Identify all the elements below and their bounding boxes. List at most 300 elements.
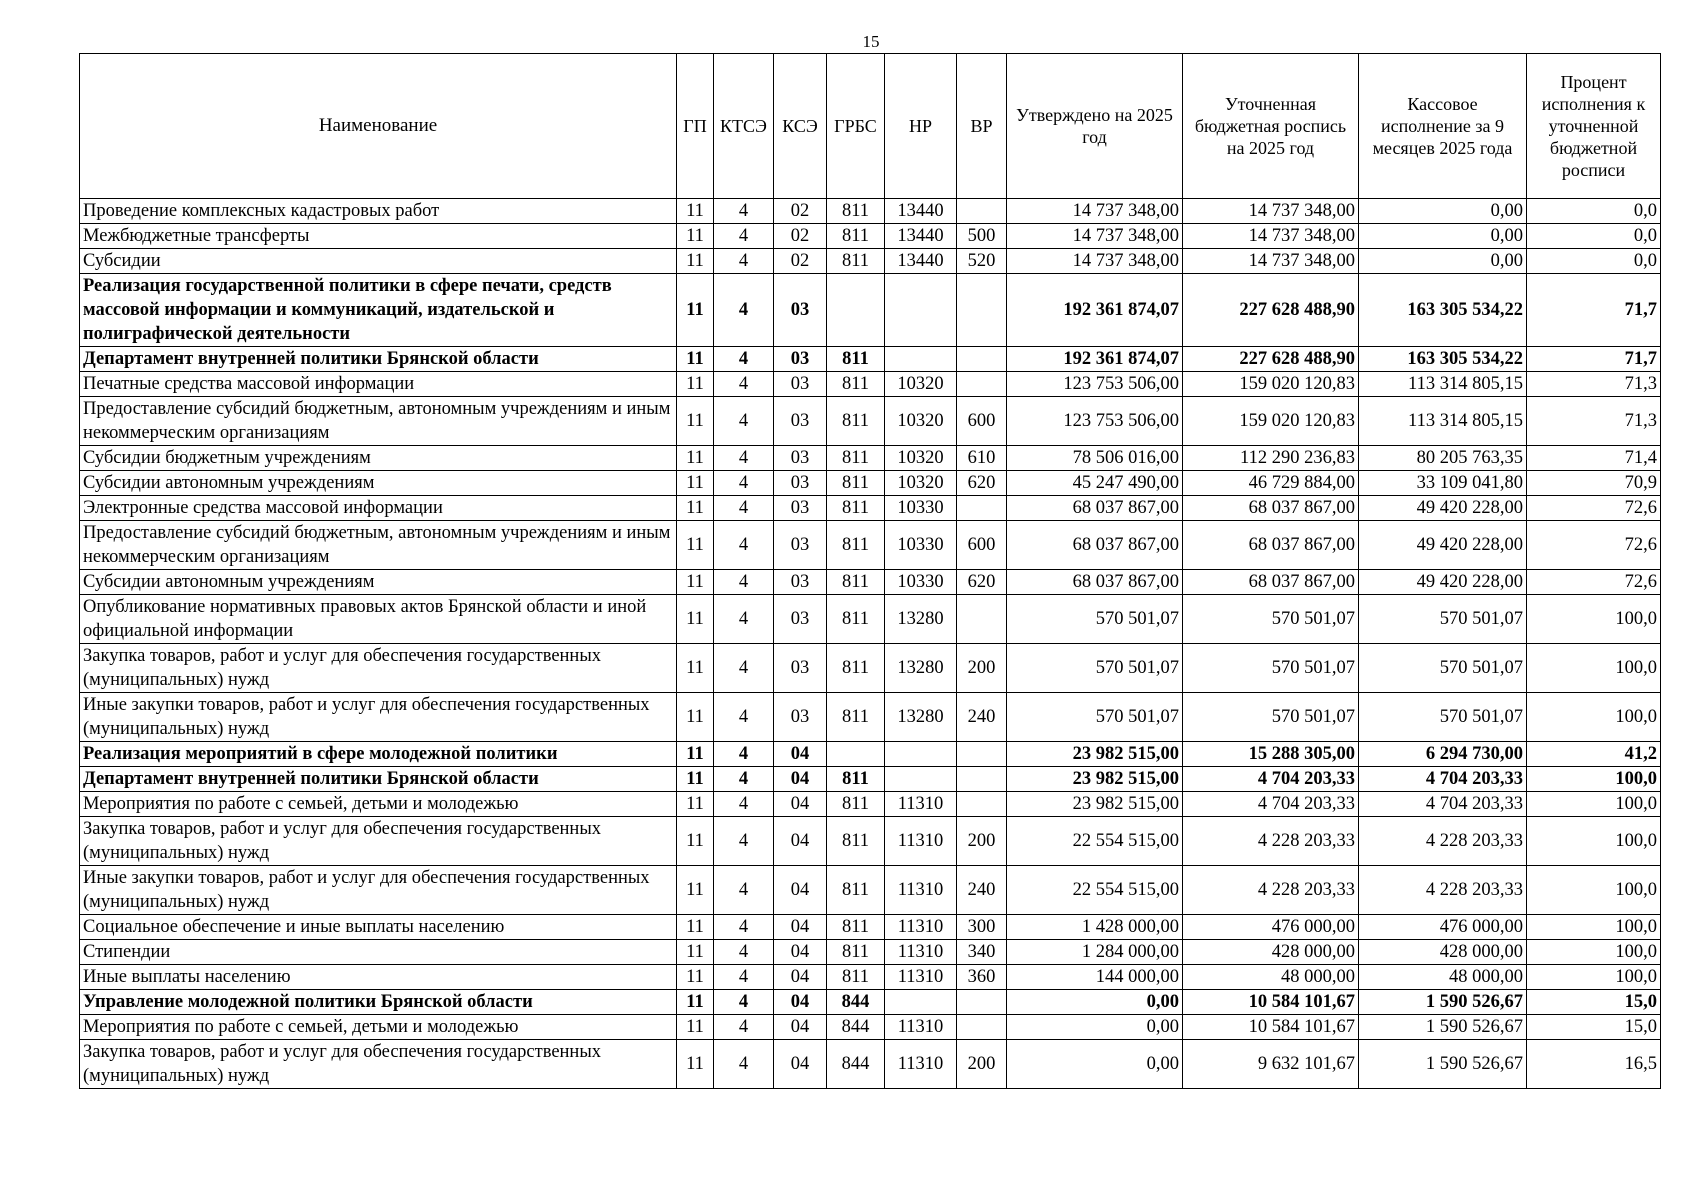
cell-percent: 0,0 — [1527, 249, 1661, 274]
cell-kse: 04 — [774, 817, 827, 866]
cell-grbs: 811 — [827, 372, 885, 397]
cell-nr: 10320 — [885, 471, 957, 496]
cell-gp: 11 — [677, 792, 714, 817]
cell-grbs: 811 — [827, 570, 885, 595]
table-row — [80, 990, 1661, 1015]
cell-revised: 227 628 488,90 — [1183, 347, 1359, 372]
cell-grbs: 811 — [827, 693, 885, 742]
cell-approved: 78 506 016,00 — [1007, 446, 1183, 471]
cell-nr: 11310 — [885, 965, 957, 990]
cell-name: Иные выплаты населению — [80, 965, 677, 990]
table-row — [80, 742, 1661, 767]
cell-percent: 71,7 — [1527, 347, 1661, 372]
table-row — [80, 965, 1661, 990]
cell-revised: 159 020 120,83 — [1183, 397, 1359, 446]
cell-kse: 03 — [774, 347, 827, 372]
header-cash: Кассовое исполнение за 9 месяцев 2025 года — [1359, 54, 1527, 199]
cell-vr: 340 — [957, 940, 1007, 965]
cell-cash: 4 228 203,33 — [1359, 866, 1527, 915]
page-number: 15 — [862, 32, 880, 51]
cell-revised: 570 501,07 — [1183, 693, 1359, 742]
cell-grbs: 811 — [827, 471, 885, 496]
cell-vr: 240 — [957, 866, 1007, 915]
cell-ktse: 4 — [714, 767, 774, 792]
cell-revised: 68 037 867,00 — [1183, 496, 1359, 521]
cell-percent: 70,9 — [1527, 471, 1661, 496]
cell-cash: 1 590 526,67 — [1359, 1040, 1527, 1089]
cell-kse: 04 — [774, 742, 827, 767]
cell-cash: 570 501,07 — [1359, 644, 1527, 693]
cell-nr — [885, 742, 957, 767]
cell-vr: 500 — [957, 224, 1007, 249]
cell-vr — [957, 1015, 1007, 1040]
cell-revised: 227 628 488,90 — [1183, 274, 1359, 347]
cell-nr: 11310 — [885, 940, 957, 965]
cell-revised: 9 632 101,67 — [1183, 1040, 1359, 1089]
cell-grbs: 811 — [827, 446, 885, 471]
table-body — [80, 199, 1661, 1089]
cell-ktse: 4 — [714, 199, 774, 224]
cell-grbs: 811 — [827, 817, 885, 866]
cell-gp: 11 — [677, 199, 714, 224]
cell-gp: 11 — [677, 915, 714, 940]
table-row — [80, 915, 1661, 940]
cell-vr: 200 — [957, 644, 1007, 693]
cell-grbs: 811 — [827, 224, 885, 249]
cell-ktse: 4 — [714, 915, 774, 940]
cell-name: Социальное обеспечение и иные выплаты населению — [80, 915, 677, 940]
cell-approved: 14 737 348,00 — [1007, 199, 1183, 224]
table-row — [80, 1040, 1661, 1089]
cell-ktse: 4 — [714, 446, 774, 471]
cell-gp: 11 — [677, 274, 714, 347]
cell-grbs: 811 — [827, 767, 885, 792]
cell-percent: 100,0 — [1527, 940, 1661, 965]
budget-table — [79, 53, 1661, 1089]
header-vr: ВР — [957, 54, 1007, 199]
cell-percent: 100,0 — [1527, 792, 1661, 817]
cell-approved: 22 554 515,00 — [1007, 817, 1183, 866]
cell-name: Субсидии бюджетным учреждениям — [80, 446, 677, 471]
cell-vr: 520 — [957, 249, 1007, 274]
cell-vr — [957, 595, 1007, 644]
cell-name: Субсидии — [80, 249, 677, 274]
cell-ktse: 4 — [714, 570, 774, 595]
cell-kse: 03 — [774, 595, 827, 644]
cell-gp: 11 — [677, 570, 714, 595]
table-row — [80, 521, 1661, 570]
cell-gp: 11 — [677, 347, 714, 372]
table-row — [80, 224, 1661, 249]
cell-cash: 48 000,00 — [1359, 965, 1527, 990]
cell-ktse: 4 — [714, 372, 774, 397]
cell-name: Опубликование нормативных правовых актов Брянской области и иной официальной информации — [80, 595, 677, 644]
cell-nr: 11310 — [885, 866, 957, 915]
cell-gp: 11 — [677, 397, 714, 446]
cell-cash: 4 228 203,33 — [1359, 817, 1527, 866]
cell-ktse: 4 — [714, 397, 774, 446]
cell-percent: 100,0 — [1527, 644, 1661, 693]
cell-revised: 4 228 203,33 — [1183, 817, 1359, 866]
cell-name: Печатные средства массовой информации — [80, 372, 677, 397]
cell-ktse: 4 — [714, 471, 774, 496]
cell-vr: 200 — [957, 817, 1007, 866]
table-row — [80, 940, 1661, 965]
cell-approved: 123 753 506,00 — [1007, 372, 1183, 397]
cell-gp: 11 — [677, 1040, 714, 1089]
cell-revised: 428 000,00 — [1183, 940, 1359, 965]
table-row — [80, 1015, 1661, 1040]
cell-gp: 11 — [677, 866, 714, 915]
cell-approved: 192 361 874,07 — [1007, 347, 1183, 372]
cell-gp: 11 — [677, 249, 714, 274]
cell-percent: 72,6 — [1527, 496, 1661, 521]
cell-kse: 04 — [774, 767, 827, 792]
cell-grbs: 811 — [827, 866, 885, 915]
table-row — [80, 693, 1661, 742]
cell-name: Управление молодежной политики Брянской области — [80, 990, 677, 1015]
cell-vr: 600 — [957, 521, 1007, 570]
cell-name: Субсидии автономным учреждениям — [80, 570, 677, 595]
cell-cash: 0,00 — [1359, 224, 1527, 249]
cell-ktse: 4 — [714, 693, 774, 742]
cell-percent: 100,0 — [1527, 693, 1661, 742]
cell-kse: 02 — [774, 249, 827, 274]
cell-kse: 04 — [774, 1040, 827, 1089]
cell-gp: 11 — [677, 471, 714, 496]
cell-vr: 620 — [957, 471, 1007, 496]
cell-kse: 04 — [774, 965, 827, 990]
cell-grbs: 811 — [827, 792, 885, 817]
cell-revised: 570 501,07 — [1183, 644, 1359, 693]
cell-nr: 10330 — [885, 496, 957, 521]
cell-revised: 476 000,00 — [1183, 915, 1359, 940]
cell-percent: 71,4 — [1527, 446, 1661, 471]
cell-name: Электронные средства массовой информации — [80, 496, 677, 521]
cell-gp: 11 — [677, 990, 714, 1015]
table-row — [80, 471, 1661, 496]
cell-gp: 11 — [677, 595, 714, 644]
cell-kse: 03 — [774, 570, 827, 595]
cell-cash: 570 501,07 — [1359, 595, 1527, 644]
cell-vr — [957, 199, 1007, 224]
cell-kse: 02 — [774, 199, 827, 224]
cell-revised: 159 020 120,83 — [1183, 372, 1359, 397]
cell-name: Закупка товаров, работ и услуг для обеспечения государственных (муниципальных) нужд — [80, 817, 677, 866]
cell-name: Закупка товаров, работ и услуг для обеспечения государственных (муниципальных) нужд — [80, 644, 677, 693]
header-gp: ГП — [677, 54, 714, 199]
cell-nr — [885, 274, 957, 347]
cell-nr: 10330 — [885, 570, 957, 595]
table-row — [80, 644, 1661, 693]
cell-cash: 163 305 534,22 — [1359, 347, 1527, 372]
cell-approved: 68 037 867,00 — [1007, 570, 1183, 595]
cell-percent: 0,0 — [1527, 199, 1661, 224]
cell-percent: 100,0 — [1527, 866, 1661, 915]
cell-percent: 71,3 — [1527, 397, 1661, 446]
cell-percent: 41,2 — [1527, 742, 1661, 767]
cell-nr — [885, 767, 957, 792]
cell-approved: 0,00 — [1007, 990, 1183, 1015]
cell-vr: 620 — [957, 570, 1007, 595]
cell-percent: 72,6 — [1527, 521, 1661, 570]
header-name: Наименование — [80, 54, 677, 199]
table-row — [80, 866, 1661, 915]
cell-vr — [957, 990, 1007, 1015]
cell-gp: 11 — [677, 496, 714, 521]
cell-grbs: 811 — [827, 521, 885, 570]
cell-percent: 100,0 — [1527, 817, 1661, 866]
cell-kse: 03 — [774, 496, 827, 521]
cell-ktse: 4 — [714, 817, 774, 866]
cell-ktse: 4 — [714, 521, 774, 570]
cell-cash: 0,00 — [1359, 249, 1527, 274]
cell-revised: 10 584 101,67 — [1183, 990, 1359, 1015]
cell-revised: 68 037 867,00 — [1183, 570, 1359, 595]
cell-name: Субсидии автономным учреждениям — [80, 471, 677, 496]
cell-gp: 11 — [677, 965, 714, 990]
cell-vr: 600 — [957, 397, 1007, 446]
table-row — [80, 792, 1661, 817]
cell-vr: 200 — [957, 1040, 1007, 1089]
cell-gp: 11 — [677, 644, 714, 693]
cell-kse: 03 — [774, 471, 827, 496]
cell-revised: 4 704 203,33 — [1183, 792, 1359, 817]
cell-approved: 23 982 515,00 — [1007, 767, 1183, 792]
cell-ktse: 4 — [714, 224, 774, 249]
cell-nr: 11310 — [885, 817, 957, 866]
cell-revised: 4 704 203,33 — [1183, 767, 1359, 792]
cell-gp: 11 — [677, 767, 714, 792]
cell-grbs: 811 — [827, 397, 885, 446]
cell-revised: 48 000,00 — [1183, 965, 1359, 990]
cell-vr — [957, 767, 1007, 792]
cell-kse: 04 — [774, 915, 827, 940]
cell-name: Мероприятия по работе с семьей, детьми и молодежью — [80, 1015, 677, 1040]
cell-ktse: 4 — [714, 965, 774, 990]
cell-cash: 570 501,07 — [1359, 693, 1527, 742]
cell-grbs: 811 — [827, 595, 885, 644]
cell-name: Закупка товаров, работ и услуг для обеспечения государственных (муниципальных) нужд — [80, 1040, 677, 1089]
cell-revised: 46 729 884,00 — [1183, 471, 1359, 496]
cell-percent: 16,5 — [1527, 1040, 1661, 1089]
cell-approved: 23 982 515,00 — [1007, 742, 1183, 767]
cell-kse: 03 — [774, 693, 827, 742]
cell-ktse: 4 — [714, 1015, 774, 1040]
cell-percent: 71,3 — [1527, 372, 1661, 397]
cell-percent: 0,0 — [1527, 224, 1661, 249]
cell-cash: 6 294 730,00 — [1359, 742, 1527, 767]
cell-ktse: 4 — [714, 742, 774, 767]
cell-grbs: 844 — [827, 1015, 885, 1040]
cell-gp: 11 — [677, 446, 714, 471]
table-row — [80, 199, 1661, 224]
table-row — [80, 274, 1661, 347]
cell-vr: 300 — [957, 915, 1007, 940]
cell-revised: 10 584 101,67 — [1183, 1015, 1359, 1040]
cell-nr — [885, 990, 957, 1015]
cell-name: Предоставление субсидий бюджетным, автономным учреждениям и иным некоммерческим организациям — [80, 521, 677, 570]
header-ktse: КТСЭ — [714, 54, 774, 199]
cell-cash: 80 205 763,35 — [1359, 446, 1527, 471]
cell-revised: 14 737 348,00 — [1183, 199, 1359, 224]
cell-approved: 570 501,07 — [1007, 595, 1183, 644]
cell-cash: 476 000,00 — [1359, 915, 1527, 940]
cell-approved: 192 361 874,07 — [1007, 274, 1183, 347]
header-kse: КСЭ — [774, 54, 827, 199]
cell-percent: 72,6 — [1527, 570, 1661, 595]
cell-nr: 10330 — [885, 521, 957, 570]
cell-name: Реализация мероприятий в сфере молодежной политики — [80, 742, 677, 767]
cell-cash: 4 704 203,33 — [1359, 792, 1527, 817]
cell-kse: 04 — [774, 866, 827, 915]
cell-revised: 4 228 203,33 — [1183, 866, 1359, 915]
cell-gp: 11 — [677, 817, 714, 866]
cell-approved: 1 284 000,00 — [1007, 940, 1183, 965]
cell-nr: 13440 — [885, 249, 957, 274]
cell-vr — [957, 372, 1007, 397]
header-nr: НР — [885, 54, 957, 199]
table-header-row — [80, 54, 1661, 199]
cell-grbs: 811 — [827, 940, 885, 965]
table-row — [80, 372, 1661, 397]
cell-ktse: 4 — [714, 940, 774, 965]
table-row — [80, 767, 1661, 792]
cell-nr: 10320 — [885, 397, 957, 446]
table-row — [80, 496, 1661, 521]
table-row — [80, 595, 1661, 644]
cell-vr — [957, 496, 1007, 521]
cell-approved: 22 554 515,00 — [1007, 866, 1183, 915]
cell-vr — [957, 347, 1007, 372]
cell-name: Иные закупки товаров, работ и услуг для обеспечения государственных (муниципальных) нужд — [80, 693, 677, 742]
cell-cash: 49 420 228,00 — [1359, 570, 1527, 595]
cell-percent: 71,7 — [1527, 274, 1661, 347]
cell-nr: 13440 — [885, 224, 957, 249]
cell-cash: 1 590 526,67 — [1359, 990, 1527, 1015]
cell-name: Иные закупки товаров, работ и услуг для обеспечения государственных (муниципальных) нужд — [80, 866, 677, 915]
cell-cash: 113 314 805,15 — [1359, 397, 1527, 446]
cell-nr: 11310 — [885, 915, 957, 940]
cell-cash: 0,00 — [1359, 199, 1527, 224]
cell-nr: 13280 — [885, 644, 957, 693]
cell-approved: 23 982 515,00 — [1007, 792, 1183, 817]
cell-grbs: 811 — [827, 249, 885, 274]
cell-grbs: 811 — [827, 496, 885, 521]
cell-approved: 14 737 348,00 — [1007, 224, 1183, 249]
cell-nr: 11310 — [885, 1040, 957, 1089]
cell-gp: 11 — [677, 940, 714, 965]
cell-approved: 123 753 506,00 — [1007, 397, 1183, 446]
cell-name: Департамент внутренней политики Брянской области — [80, 767, 677, 792]
cell-cash: 1 590 526,67 — [1359, 1015, 1527, 1040]
cell-cash: 49 420 228,00 — [1359, 496, 1527, 521]
cell-percent: 100,0 — [1527, 767, 1661, 792]
cell-gp: 11 — [677, 372, 714, 397]
cell-name: Стипендии — [80, 940, 677, 965]
cell-grbs — [827, 274, 885, 347]
cell-nr — [885, 347, 957, 372]
cell-percent: 15,0 — [1527, 990, 1661, 1015]
cell-name: Мероприятия по работе с семьей, детьми и молодежью — [80, 792, 677, 817]
cell-approved: 68 037 867,00 — [1007, 521, 1183, 570]
cell-gp: 11 — [677, 693, 714, 742]
cell-vr — [957, 742, 1007, 767]
cell-percent: 100,0 — [1527, 595, 1661, 644]
cell-vr: 610 — [957, 446, 1007, 471]
cell-name: Предоставление субсидий бюджетным, автономным учреждениям и иным некоммерческим организациям — [80, 397, 677, 446]
cell-cash: 33 109 041,80 — [1359, 471, 1527, 496]
cell-kse: 03 — [774, 372, 827, 397]
cell-cash: 113 314 805,15 — [1359, 372, 1527, 397]
cell-vr: 240 — [957, 693, 1007, 742]
cell-grbs: 844 — [827, 990, 885, 1015]
cell-vr — [957, 274, 1007, 347]
cell-ktse: 4 — [714, 792, 774, 817]
cell-nr: 13280 — [885, 693, 957, 742]
cell-kse: 04 — [774, 1015, 827, 1040]
cell-cash: 4 704 203,33 — [1359, 767, 1527, 792]
cell-gp: 11 — [677, 521, 714, 570]
cell-gp: 11 — [677, 742, 714, 767]
cell-grbs: 811 — [827, 644, 885, 693]
cell-percent: 15,0 — [1527, 1015, 1661, 1040]
cell-approved: 144 000,00 — [1007, 965, 1183, 990]
cell-cash: 49 420 228,00 — [1359, 521, 1527, 570]
cell-name: Проведение комплексных кадастровых работ — [80, 199, 677, 224]
cell-approved: 0,00 — [1007, 1015, 1183, 1040]
cell-approved: 570 501,07 — [1007, 693, 1183, 742]
cell-approved: 570 501,07 — [1007, 644, 1183, 693]
cell-kse: 03 — [774, 644, 827, 693]
cell-grbs: 811 — [827, 915, 885, 940]
cell-ktse: 4 — [714, 1040, 774, 1089]
cell-nr: 10320 — [885, 372, 957, 397]
cell-kse: 03 — [774, 274, 827, 347]
cell-ktse: 4 — [714, 249, 774, 274]
cell-ktse: 4 — [714, 866, 774, 915]
cell-approved: 45 247 490,00 — [1007, 471, 1183, 496]
cell-revised: 68 037 867,00 — [1183, 521, 1359, 570]
cell-kse: 02 — [774, 224, 827, 249]
cell-grbs: 811 — [827, 965, 885, 990]
header-approved: Утверждено на 2025 год — [1007, 54, 1183, 199]
cell-approved: 0,00 — [1007, 1040, 1183, 1089]
cell-gp: 11 — [677, 1015, 714, 1040]
cell-ktse: 4 — [714, 347, 774, 372]
cell-percent: 100,0 — [1527, 965, 1661, 990]
table-row — [80, 570, 1661, 595]
cell-revised: 570 501,07 — [1183, 595, 1359, 644]
cell-kse: 03 — [774, 397, 827, 446]
cell-approved: 68 037 867,00 — [1007, 496, 1183, 521]
cell-percent: 100,0 — [1527, 915, 1661, 940]
table-row — [80, 446, 1661, 471]
cell-nr: 10320 — [885, 446, 957, 471]
cell-grbs: 811 — [827, 199, 885, 224]
cell-approved: 1 428 000,00 — [1007, 915, 1183, 940]
cell-grbs: 844 — [827, 1040, 885, 1089]
cell-nr: 13280 — [885, 595, 957, 644]
cell-kse: 03 — [774, 521, 827, 570]
cell-revised: 112 290 236,83 — [1183, 446, 1359, 471]
cell-name: Межбюджетные трансферты — [80, 224, 677, 249]
cell-gp: 11 — [677, 224, 714, 249]
table-row — [80, 249, 1661, 274]
cell-ktse: 4 — [714, 496, 774, 521]
cell-kse: 04 — [774, 940, 827, 965]
cell-cash: 428 000,00 — [1359, 940, 1527, 965]
